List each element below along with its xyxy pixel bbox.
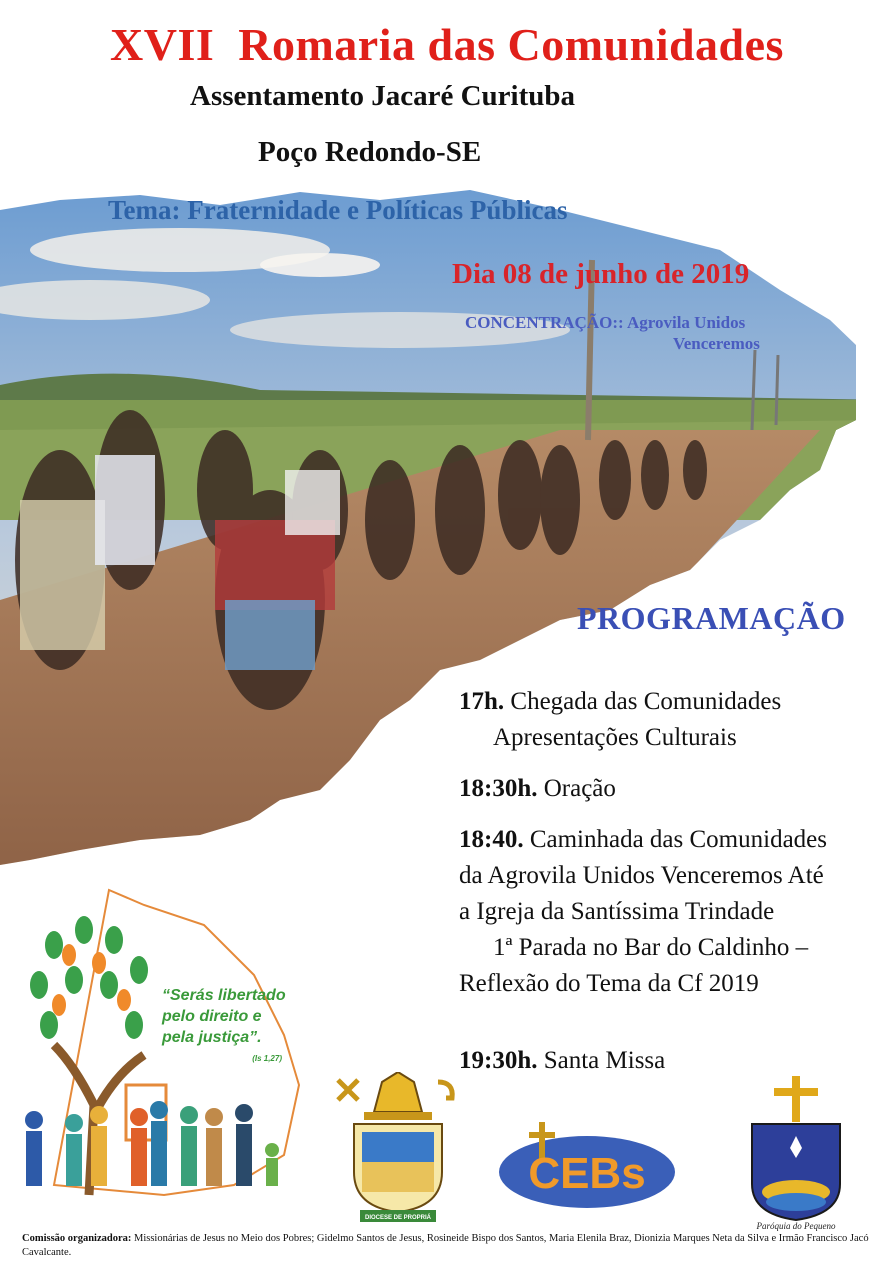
- cebs-label: CEBs: [528, 1149, 646, 1198]
- schedule-time: 17h.: [459, 688, 505, 715]
- schedule-text-3: a Igreja da Santíssima Trindade: [459, 898, 775, 925]
- schedule-time: 19:30h.: [459, 1047, 538, 1074]
- concentration-line-1: CONCENTRAÇÃO:: Agrovila Unidos: [465, 313, 746, 332]
- parish-caption: Paróquia do Pequeno: [756, 1221, 836, 1231]
- schedule-item-3: [459, 822, 827, 1002]
- diocese-label: DIOCESE DE PROPRIÁ: [364, 1215, 432, 1221]
- cf-quote-line-2: pelo direito e: [162, 1008, 262, 1025]
- schedule-text: Oração: [543, 775, 616, 802]
- organizing-committee: [22, 1232, 888, 1260]
- footer-text: Missionárias de Jesus no Meio dos Pobres; Gidelmo Santos de Jesus, Rosineide Bispo dos Santos, Maria Elenila Braz, Dionizia Marques Neta da Silva e Irmão Francisco Jacó Cavalcante.: [22, 1233, 869, 1258]
- footer-label: Comissão organizadora:: [22, 1233, 132, 1244]
- schedule-item-1: [459, 684, 781, 756]
- schedule-text-2: da Agrovila Unidos Venceremos Até: [459, 862, 824, 889]
- cf-quote-line-1: “Serás libertado: [162, 987, 286, 1004]
- cf-quote-line-3: pela justiça”.: [162, 1029, 262, 1046]
- schedule-text-5: Reflexão do Tema da Cf 2019: [459, 970, 759, 997]
- event-title: XVII Romaria das Comunidades: [110, 19, 784, 70]
- schedule-text: Chegada das Comunidades: [510, 688, 782, 715]
- schedule-text: Caminhada das Comunidades: [529, 826, 827, 853]
- cf-quote-ref: (Is 1,27): [252, 1054, 282, 1063]
- schedule-text-4: 1ª Parada no Bar do Caldinho –: [493, 934, 809, 961]
- schedule-time: 18:40.: [459, 826, 524, 853]
- schedule-item-2: [459, 771, 616, 807]
- program-heading: PROGRAMAÇÃO: [577, 600, 846, 636]
- cf-quote: [162, 985, 302, 1069]
- schedule-text-2: Apresentações Culturais: [493, 724, 737, 751]
- concentration-line-2: Venceremos: [673, 334, 760, 353]
- city-name: Poço Redondo-SE: [258, 136, 482, 168]
- concentration-text: [465, 312, 805, 354]
- cebs-logo-icon: [495, 1120, 679, 1212]
- schedule-time: 18:30h.: [459, 775, 538, 802]
- settlement-name: Assentamento Jacaré Curituba: [190, 80, 576, 112]
- schedule-text: Santa Missa: [543, 1047, 666, 1074]
- event-date: Dia 08 de junho de 2019: [452, 258, 750, 290]
- parish-emblem-icon: [734, 1074, 858, 1232]
- cf-2019-logo: [14, 885, 314, 1215]
- diocese-coat-of-arms-icon: [334, 1072, 462, 1224]
- theme-text: Tema: Fraternidade e Políticas Públicas: [108, 195, 568, 225]
- schedule-item-4: [459, 1043, 665, 1079]
